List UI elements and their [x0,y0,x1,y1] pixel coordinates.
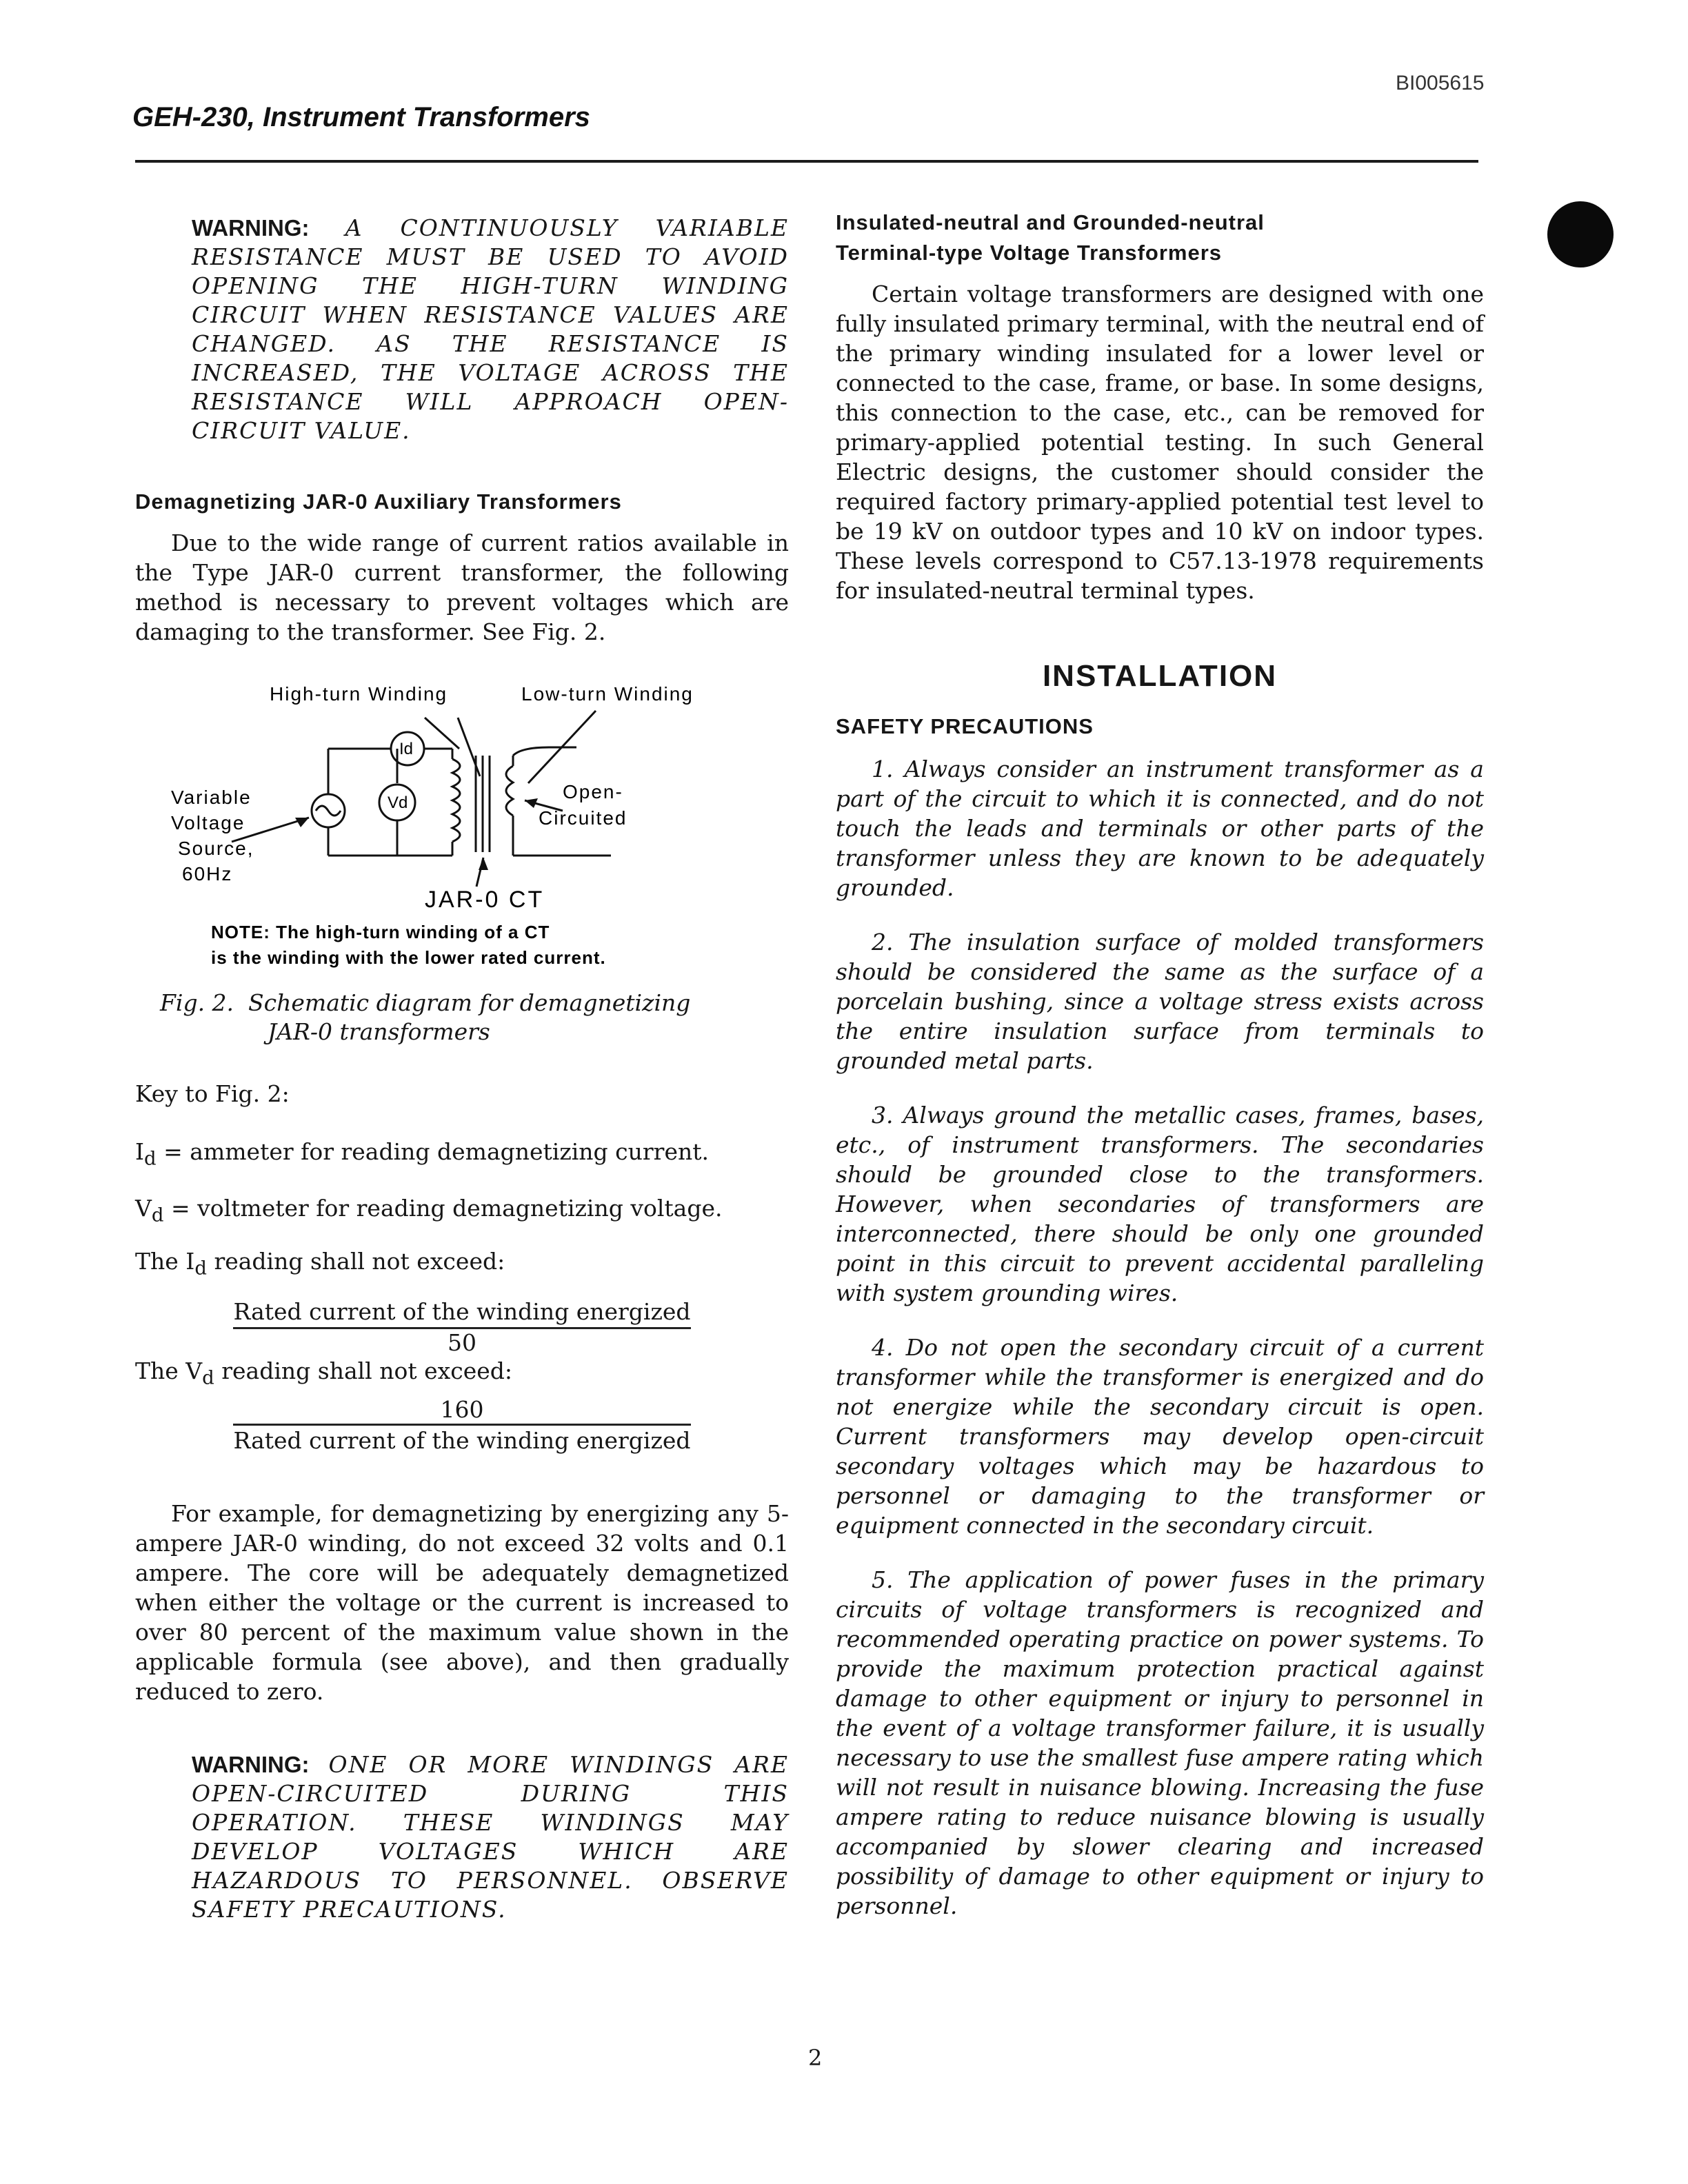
warning-variable-resistance [192,214,789,445]
open-circuited-label-1: Open- [563,781,623,802]
binder-hole-mark [1547,201,1614,267]
safety-item-3: 3. Always ground the metallic cases, frames, bases, etc., of instrument transformers. The secondaries should be grounded close to the transformers. However, when secondaries of transformers are interconnected, there should be only one grounded point in this circuit to prevent accidental paralleling with system grounding wires. [836,1102,1484,1306]
high-turn-label: High-turn Winding [270,683,448,705]
formula-current [135,1298,789,1357]
safety-item-1: 1. Always consider an instrument transformer as a part of the circuit to which it is connected, and do not touch the leads and terminals or other parts of the transformer unless they are known to be adequately grounded. [836,756,1484,901]
source-label-1: Variable [171,787,252,808]
source-label-2: Voltage [171,812,245,833]
demag-paragraph: Due to the wide range of current ratios available in the Type JAR-0 current transformer, the following method is necessary to prevent voltages which are damaging to the transformer. See Fig. 2. [135,529,789,645]
figure-caption-prefix: Fig. 2. [160,989,234,1016]
source-label-3: Source, [178,838,254,859]
warning-text: A CONTINUOUSLY VARIABLE RESISTANCE MUST BE USED TO AVOID OPENING THE HIGH-TURN WINDING CIRCUIT WHEN RESISTANCE VALUES ARE CHANGED. AS THE RESISTANCE IS INCREASED, THE VOLTAGE ACROSS THE RESISTANCE WILL APPROACH OPEN-CIRCUIT VALUE. [192,214,789,444]
formula-voltage-numerator: 160 [440,1396,484,1424]
left-column [135,214,789,1924]
example-paragraph: For example, for demagnetizing by energizing any 5-ampere JAR-0 winding, do not exceed 32 volts and 0.1 ampere. The core will be adequately demagnetized when either the voltage or the current is increased to over 80 percent of the maximum value shown in the applicable formula (see above), and then gradually reduced to zero. [135,1500,789,1706]
demag-heading: Demagnetizing JAR-0 Auxiliary Transformers [135,489,622,514]
warning-text: ONE OR MORE WINDINGS ARE OPEN-CIRCUITED DURING THIS OPERATION. THESE WINDINGS MAY DEVELOP VOLTAGES WHICH ARE HAZARDOUS TO PERSONNEL. OBSERVE SAFETY PRECAUTIONS. [192,1751,789,1923]
formula-current-numerator: Rated current of the winding energized [233,1298,690,1329]
page-number: 2 [808,2045,823,2071]
figure-caption [160,989,789,1046]
vt-paragraph: Certain voltage transformers are designed with one fully insulated primary terminal, with the neutral end of the primary winding insulated for a lower level or connected to the case, frame, or base. In some designs, this connection to the case, etc., can be removed for primary-applied potential testing. In such General Electric designs, the customer should consider the required factory primary-applied potential test level to be 19 kV on outdoor types and 10 kV on indoor types. These levels correspond to C57.13-1978 requirements for insulated-neutral terminal types. [836,281,1484,604]
formula-voltage-denominator: Rated current of the winding energized [233,1424,690,1455]
header-rule [135,160,1478,163]
source-label-4: 60Hz [182,863,233,884]
voltmeter-label: Vd [388,793,408,812]
figure-caption-line-1: Schematic diagram for demagnetizing [248,989,691,1016]
formula-voltage [135,1396,789,1455]
figure-note-2: is the winding with the lower rated current. [211,947,606,968]
safety-item-4: 4. Do not open the secondary circuit of a current transformer while the transformer is energized and do not energize while the secondary circuit is open. Current transformers may develop open-circuit secondary voltages which may be hazardous to personnel or damaging to the transformer or equipment connected in the secondary circuit. [836,1334,1484,1539]
key-title: Key to Fig. 2: [135,1080,290,1107]
document-title: GEH-230, Instrument Transformers [132,102,590,132]
warning-label: WARNING: [192,1752,310,1778]
safety-item-2: 2. The insulation surface of molded transformers should be considered the same as the surface of a porcelain bushing, since a voltage stress exists across the entire insulation surface from terminals to grounded metal parts. [836,929,1484,1074]
document-id: BI005615 [1396,72,1485,94]
right-column [836,210,1484,1921]
warning-label: WARNING: [192,215,310,241]
safety-heading: SAFETY PRECAUTIONS [836,714,1094,738]
open-circuited-label-2: Circuited [539,807,627,829]
vt-heading-1: Insulated-neutral and Grounded-neutral [836,210,1265,234]
safety-item-5: 5. The application of power fuses in the primary circuits of voltage transformers is recognized and recommended operating practice on power systems. To provide the maximum protection practical against damage to other equipment or injury to personnel in the event of a voltage transformer failure, it is usually necessary to use the smallest fuse ampere rating which will not result in nuisance blowing. Increasing the fuse ampere rating to reduce nuisance blowing is usually accompanied by slower clearing and increased possibility of damage to other equipment or injury to personnel. [836,1566,1484,1919]
figure-caption-line-2: JAR-0 transformers [268,1018,490,1045]
low-turn-label: Low-turn Winding [521,683,694,705]
ammeter-label: Id [399,740,414,758]
vt-heading-2: Terminal-type Voltage Transformers [836,241,1223,265]
key-ammeter: $I_d$ = ammeter for reading demagnetizing current. [135,1138,709,1170]
vd-rule: The $V_d$ reading shall not exceed: [135,1357,513,1389]
formula-current-denominator: 50 [448,1328,476,1356]
demagnetizing-schematic [135,680,789,969]
installation-heading: INSTALLATION [1042,659,1278,693]
figure-note-1: NOTE: The high-turn winding of a CT [211,922,550,942]
key-voltmeter: $V_d$ = voltmeter for reading demagnetizing voltage. [135,1194,723,1226]
id-rule: The $I_d$ reading shall not exceed: [135,1248,505,1280]
ct-label: JAR-0 CT [425,887,545,913]
warning-open-circuit [192,1750,789,1924]
